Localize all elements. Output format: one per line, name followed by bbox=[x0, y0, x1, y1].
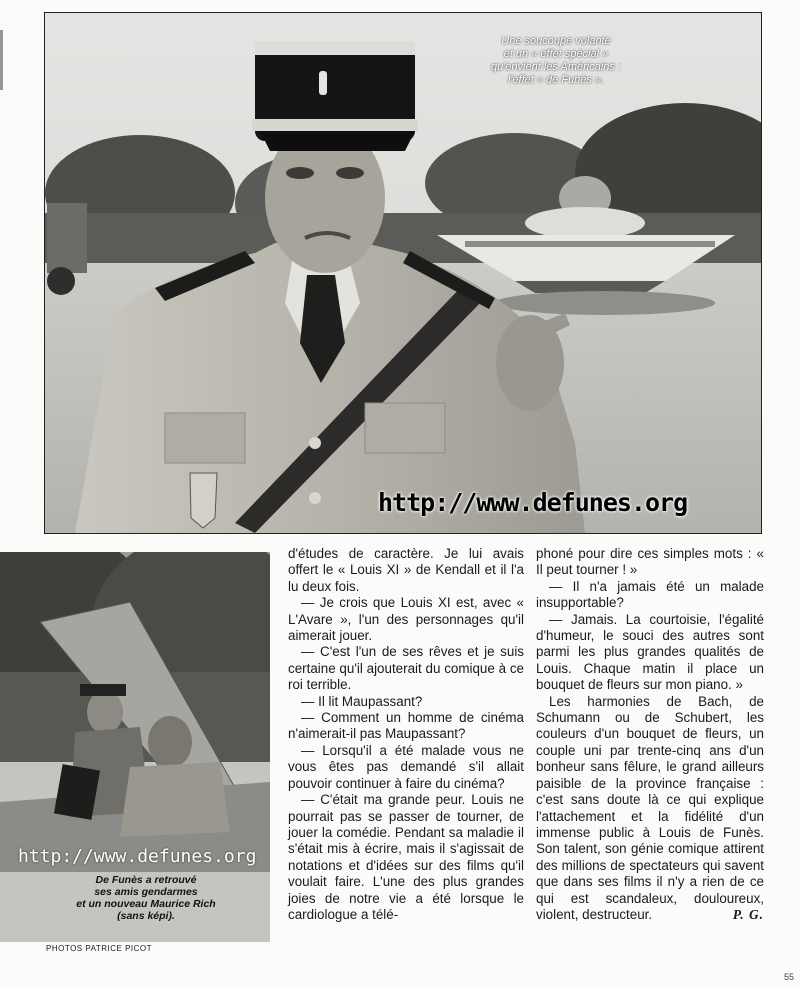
article-paragraph: d'études de caractère. Je lui avais offert le « Louis XI » de Kendall et il l'a lu deux fois. bbox=[288, 546, 524, 594]
top-watermark-link[interactable]: http://www.defunes.org bbox=[378, 488, 688, 517]
article-column-right bbox=[536, 546, 764, 923]
article-paragraph: — Je crois que Louis XI est, avec « L'Avare », l'un des personnages qu'il aimerait jouer. bbox=[288, 595, 524, 644]
article-paragraph: — Lorsqu'il a été malade vous ne vous êtes pas demandé s'il allait pouvoir continuer à faire du cinéma? bbox=[288, 742, 524, 791]
article-paragraph: phoné pour dire ces simples mots : « Il peut tourner ! » bbox=[536, 546, 764, 578]
gendarme-ufo-photo-illustration bbox=[45, 13, 761, 533]
bottom-photo-caption bbox=[46, 874, 246, 922]
page-number: 55 bbox=[783, 972, 794, 982]
caption-line: et un « effet spécial » bbox=[503, 48, 609, 60]
caption-line: Une soucoupe volante bbox=[501, 35, 611, 47]
caption-line: (sans képi). bbox=[117, 910, 175, 922]
article-paragraph: — C'était ma grande peur. Louis ne pourrait pas se passer de tourner, de jouer la comédie. Pendant sa maladie il s'était mis à écrire, mais il s'agissait de notations et d'idées sur des films qu'il voulait faire. L'une des plus grandes joies de notre vie a été lorsque le cardiologue a télé- bbox=[288, 792, 524, 922]
article-paragraph bbox=[536, 694, 764, 924]
caption-line: ses amis gendarmes bbox=[94, 886, 198, 898]
article-paragraph: — Jamais. La courtoisie, l'égalité d'humeur, le souci des autres sont parmi les plus grandes qualités de Louis. Chaque matin il place un bouquet de fleurs sur mon piano. » bbox=[536, 611, 764, 693]
caption-line: et un nouveau Maurice Rich bbox=[76, 898, 216, 910]
page-edge-mark bbox=[0, 30, 3, 90]
photo-credit: PHOTOS PATRICE PICOT bbox=[46, 944, 153, 953]
article-paragraph: — C'est l'un de ses rêves et je suis certaine qu'il ajouterait du comique à ce roi terrible. bbox=[288, 644, 524, 693]
article-paragraph: — Il n'a jamais été un malade insupportable? bbox=[536, 578, 764, 611]
caption-line: l'effet « de Funès ». bbox=[507, 74, 605, 86]
article-paragraph: — Comment un homme de cinéma n'aimerait-il pas Maupassant? bbox=[288, 710, 524, 742]
article-paragraph: — Il lit Maupassant? bbox=[301, 693, 423, 709]
top-photo-caption bbox=[461, 35, 651, 87]
author-signature: P. G. bbox=[732, 906, 764, 922]
bottom-watermark-link[interactable]: http://www.defunes.org bbox=[18, 846, 257, 867]
article-closing-text: Les harmonies de Bach, de Schumann ou de Schubert, les couleurs d'un bouquet de fleurs, un couple uni par trente-cinq ans d'un bonheur sans fêlure, le grand ailleurs paisible de la province française : c'est sans doute là ce qui explique l'attachement et la fidélité d'un immense public à Louis de Funès. Son talent, son génie comique attirent des millions de spectateurs qui savent que dans ses films il n'y a rien de ce qui est scandaleux, douloureux, violent, destructeur. bbox=[536, 693, 764, 922]
top-photo bbox=[44, 12, 762, 534]
caption-line: qu'envient les Américains : bbox=[490, 61, 622, 73]
article-column-middle bbox=[288, 546, 524, 923]
caption-line: De Funès a retrouvé bbox=[95, 874, 197, 886]
